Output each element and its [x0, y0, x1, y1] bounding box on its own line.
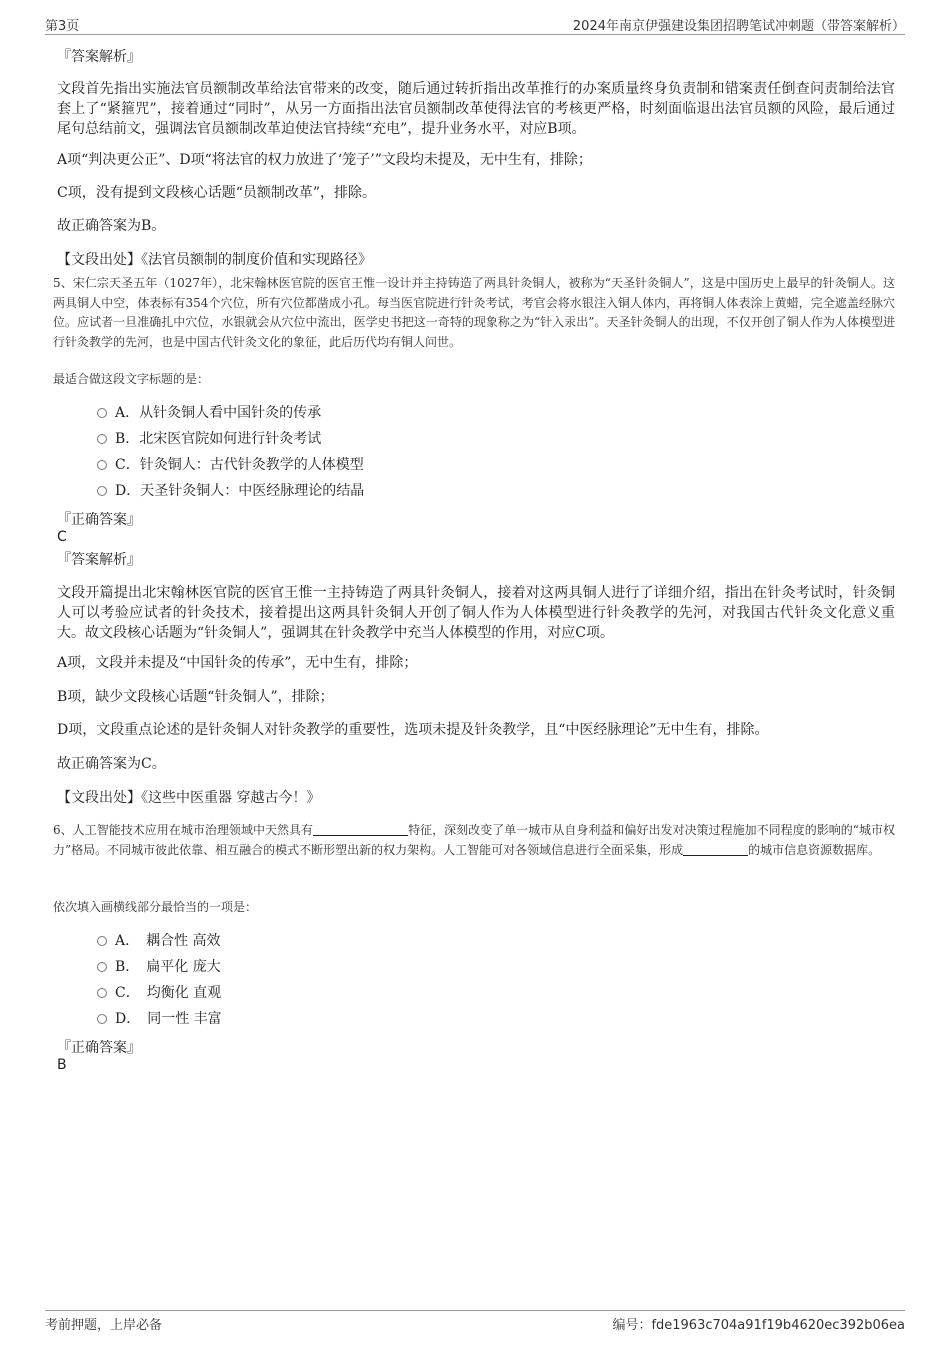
correct-answer-label: 『正确答案』 — [57, 512, 141, 528]
question-5-option-a[interactable]: A．从针灸铜人看中国针灸的传承 — [97, 402, 321, 424]
text-source: 【文段出处】《这些中医重器 穿越古今！》 — [57, 790, 321, 806]
analysis-option-d: D项，文段重点论述的是针灸铜人对针灸教学的重要性，选项未提及针灸教学，且“中医经脉理论”无中生有，排除。 — [57, 722, 769, 738]
text-source: 【文段出处】《法官员额制的制度价值和实现路径》 — [57, 252, 372, 268]
radio-icon[interactable] — [97, 486, 107, 496]
question-6-prompt: 依次填入画横线部分最恰当的一项是： — [53, 900, 258, 914]
radio-icon[interactable] — [97, 460, 107, 470]
page-number: 第3页 — [45, 19, 80, 34]
radio-icon[interactable] — [97, 434, 107, 444]
correct-answer: B — [57, 1057, 67, 1073]
analysis-paragraph: 文段开篇提出北宋翰林医官院的医官王惟一主持铸造了两具针灸铜人，接着对这两具铜人进行了详细介绍，指出在针灸考试时，针灸铜人可以考验应试者的针灸技术，接着提出这两具针灸铜人开创了铜人作为人体模型进行针灸教学的先河，对我国古代针灸文化意义重大。故文段核心话题为“针灸铜人”，强调其在针灸教学中充当人体模型的作用，对应C项。 — [57, 585, 895, 641]
footer-slogan: 考前押题，上岸必备 — [45, 1318, 163, 1333]
analysis-label: 『答案解析』 — [57, 552, 141, 568]
question-5-option-c[interactable]: C．针灸铜人：古代针灸教学的人体模型 — [97, 454, 364, 476]
question-5-stem: 5、宋仁宗天圣五年（1027年），北宋翰林医官院的医官王惟一设计并主持铸造了两具针灸铜人，被称为“天圣针灸铜人”，这是中国历史上最早的针灸铜人。这两具铜人中空，体表标有354个穴位，所有穴位都凿成小孔。每当医官院进行针灸考试，考官会将水银注入铜人体内，再将铜人体表涂上黄蜡，完全遮盖经脉穴位。应试者一旦准确扎中穴位，水银就会从穴位中流出，医学史书把这一奇特的现象称之为“针入汞出”。天圣针灸铜人的出现，不仅开创了铜人作为人体模型进行针灸教学的先河，也是中国古代针灸文化的象征，此后历代均有铜人问世。 — [53, 276, 895, 349]
header-divider — [45, 34, 905, 35]
analysis-option-a: A项，文段并未提及“中国针灸的传承”，无中生有，排除； — [57, 655, 418, 671]
analysis-paragraph: 文段首先指出实施法官员额制改革给法官带来的改变，随后通过转折指出改革推行的办案质量终身负责制和错案责任倒查问责制给法官套上了“紧箍咒”，接着通过“同时”，从另一方面指出法官员额制改革使得法官的考核更严格，时刻面临退出法官员额的风险，最后通过尾句总结前文，强调法官员额制改革迫使法官持续“充电”，提升业务水平，对应B项。 — [57, 81, 895, 137]
analysis-label: 『答案解析』 — [57, 49, 141, 65]
blank-line — [313, 821, 408, 836]
document-title: 2024年南京伊强建设集团招聘笔试冲刺题（带答案解析） — [572, 19, 905, 34]
document-id: 编号：fde1963c704a91f19b4620ec392b06ea — [612, 1318, 905, 1333]
question-5-option-b[interactable]: B．北宋医官院如何进行针灸考试 — [97, 428, 321, 450]
radio-icon[interactable] — [97, 1014, 107, 1024]
question-6-option-c[interactable]: C． 均衡化 直观 — [97, 982, 221, 1004]
blank-line — [683, 841, 748, 856]
analysis-option-a: A项“判决更公正”、D项“将法官的权力放进了‘笼子’”文段均未提及，无中生有，排除； — [57, 152, 592, 168]
analysis-option-b: B项，缺少文段核心话题“针灸铜人”，排除； — [57, 689, 334, 705]
question-6-option-a[interactable]: A． 耦合性 高效 — [97, 930, 221, 952]
radio-icon[interactable] — [97, 988, 107, 998]
correct-answer-label: 『正确答案』 — [57, 1040, 141, 1056]
radio-icon[interactable] — [97, 962, 107, 972]
question-6-stem: 6、人工智能技术应用在城市治理领域中天然具有 特征，深刻改变了单一城市从自身利益和偏好出发对决策过程施加不同程度的影响的“城市权力”格局。不同城市彼此依靠、相互融合的模式不断形塑出新的权力架构。人工智能可对各领域信息进行全面采集，形成 的城市信息资源数据库。 — [53, 823, 895, 857]
footer-divider — [45, 1310, 905, 1311]
analysis-conclusion: 故正确答案为B。 — [57, 218, 166, 234]
question-6-option-d[interactable]: D． 同一性 丰富 — [97, 1008, 222, 1030]
radio-icon[interactable] — [97, 408, 107, 418]
question-6-option-b[interactable]: B． 扁平化 庞大 — [97, 956, 221, 978]
correct-answer: C — [57, 529, 67, 545]
analysis-conclusion: 故正确答案为C。 — [57, 756, 166, 772]
question-5-option-d[interactable]: D．天圣针灸铜人：中医经脉理论的结晶 — [97, 480, 364, 502]
question-5-prompt: 最适合做这段文字标题的是： — [53, 372, 210, 386]
analysis-option-c: C项，没有提到文段核心话题“员额制改革”，排除。 — [57, 185, 377, 201]
radio-icon[interactable] — [97, 936, 107, 946]
